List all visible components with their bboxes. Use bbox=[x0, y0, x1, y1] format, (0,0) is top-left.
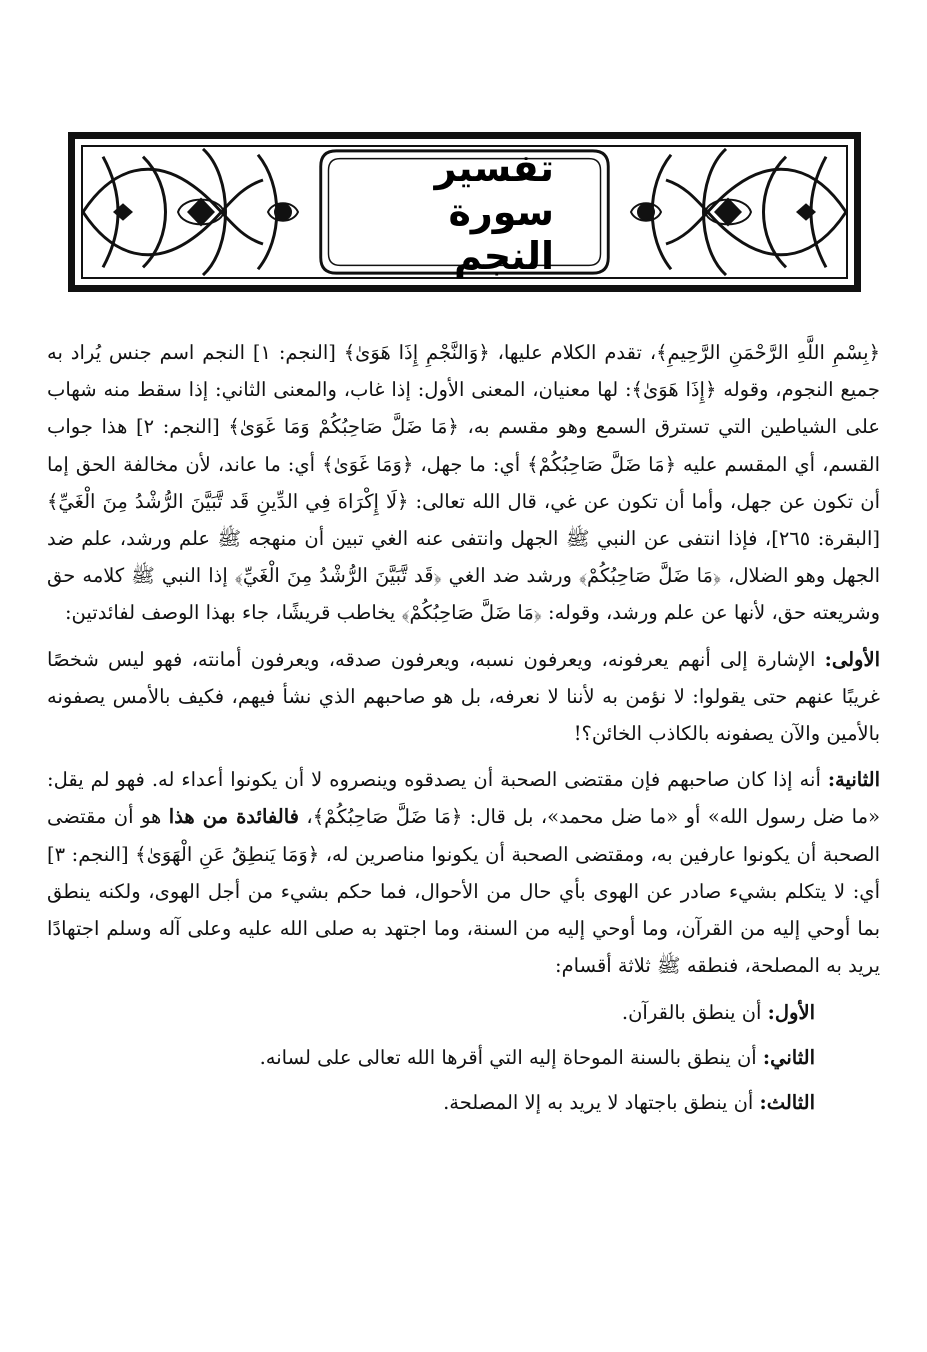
category-label-first: الأول: bbox=[767, 1001, 815, 1025]
title-frame bbox=[68, 132, 861, 292]
second-benefit-bold-phrase: فالفائدة من هذا bbox=[168, 805, 299, 829]
title-frame-inner bbox=[81, 145, 848, 279]
list-item bbox=[47, 1039, 880, 1076]
page-title: تفسير سورة النجم bbox=[434, 146, 554, 278]
second-benefit-label: الثانية: bbox=[827, 768, 880, 792]
second-benefit-text: أنه إذا كان صاحبهم فإن مقتضى الصحبة أن يصدقوه وينصروه لا أن يكونوا أعداء له. فهو لم يقل: «ما ضل رسول الله» أو «ما ضل محمد»، بل قال: ﴿مَا ضَلَّ صَاحِبُكُمْ﴾، bbox=[47, 768, 880, 829]
category-text-third: أن ينطق باجتهاد لا يريد به إلا المصلحة. bbox=[443, 1091, 760, 1115]
left-arabesque-ornament bbox=[83, 147, 319, 277]
intro-paragraph: ﴿بِسْمِ اللَّهِ الرَّحْمَنِ الرَّحِيمِ﴾، تقدم الكلام عليها، ﴿وَالنَّجْمِ إِذَا هَوَىٰ﴾ [النجم: ١] النجم اسم جنس يُراد به جميع النجوم، وقوله ﴿إِذَا هَوَىٰ﴾: لها معنيان، المعنى الأول: إذا غاب، والمعنى الثاني: إذا سقط منه شهاب على الشياطين التي تسترق السمع وهو مقسم به، ﴿مَا ضَلَّ صَاحِبُكُمْ وَمَا غَوَىٰ﴾ [النجم: ٢] هذا جواب القسم، أي المقسم عليه ﴿مَا ضَلَّ صَاحِبُكُمْ﴾ أي: ما جهل، ﴿وَمَا غَوَىٰ﴾ أي: ما عاند، لأن مخالفة الحق إما أن تكون عن جهل، وأما أن تكون عن غي، قال الله تعالى: ﴿لَا إِكْرَاهَ فِي الدِّينِ قَد تَّبَيَّنَ الرُّشْدُ مِنَ الْغَيِّ﴾ [البقرة: ٢٦٥]، فإذا انتفى عن النبي ﷺ الجهل وانتفى عنه الغي تبين أن منهجه ﷺ علم ورشد، علم ضد الجهل وهو الضلال، ﴿مَا ضَلَّ صَاحِبُكُمْ﴾ ورشد ضد الغي ﴿قَد تَّبَيَّنَ الرُّشْدُ مِنَ الْغَيِّ﴾ إذا النبي ﷺ كلامه حق وشريعته حق، لأنها عن علم ورشد، وقوله: ﴿مَا ضَلَّ صَاحِبُكُمْ﴾ يخاطب قريشًا، جاء بهذا الوصف لفائدتين: bbox=[47, 341, 880, 625]
category-label-third: الثالث: bbox=[759, 1091, 815, 1115]
category-text-second: أن ينطق بالسنة الموحاة إليه التي أقرها الله تعالى على لسانه. bbox=[259, 1046, 763, 1070]
category-text-first: أن ينطق بالقرآن. bbox=[621, 1001, 768, 1025]
list-item bbox=[47, 994, 880, 1031]
title-panel bbox=[375, 146, 554, 278]
speech-categories-list bbox=[47, 994, 880, 1121]
first-benefit-label: الأولى: bbox=[824, 647, 880, 671]
second-benefit-paragraph bbox=[47, 761, 880, 984]
category-label-second: الثاني: bbox=[762, 1046, 815, 1070]
page-body bbox=[47, 334, 880, 1121]
second-benefit-text-continued: هو أن مقتضى الصحبة أن يكونوا عارفين به، ومقتضى الصحبة أن يكونوا مناصرين له، ﴿وَمَا يَنطِقُ عَنِ الْهَوَىٰ﴾ [النجم: ٣] أي: لا يتكلم بشيء صادر عن الهوى بأي حال من الأحوال، فما حكم بشيء من أجل الهوى، ولكنه ينطق بما أوحي إليه من القرآن، وما أوحي إليه من السنة، وما اجتهد به صلى الله عليه وعلى آله وسلم اجتهادًا يريد به المصلحة، فنطقه ﷺ ثلاثة أقسام: bbox=[47, 805, 880, 978]
list-item bbox=[47, 1084, 880, 1121]
first-benefit-paragraph bbox=[47, 641, 880, 753]
right-arabesque-ornament bbox=[610, 147, 846, 277]
first-benefit-text: الإشارة إلى أنهم يعرفونه، ويعرفون نسبه، ويعرفون صدقه، ويعرفون أمانته، فهو ليس شخصًا غريبًا عنهم حتى يقولوا: لا نؤمن به لأننا لا نعرفه، بل هو صاحبهم الذي نشأ فيهم، فكيف بالأمس يصفونه بالأمين والآن يصفونه بالكاذب الخائن؟! bbox=[47, 647, 880, 746]
